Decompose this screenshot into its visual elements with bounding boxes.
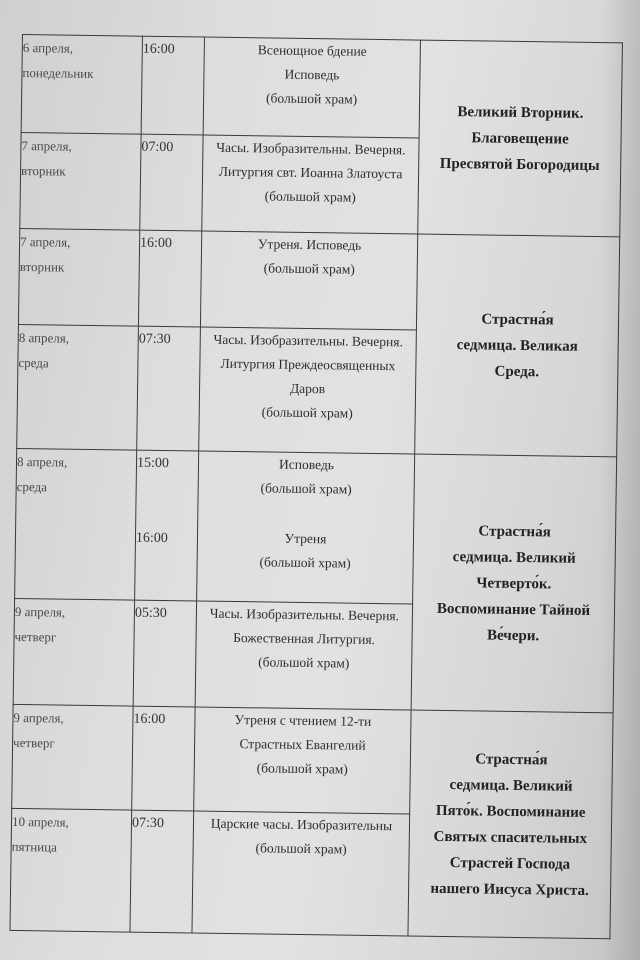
feast-cell: Великий Вторник. Благовещение Пресвятой Богородицы xyxy=(418,40,623,237)
service-cell: Утреня. Исповедь (большой храм) xyxy=(200,231,417,330)
table-row xyxy=(18,228,619,332)
table-row xyxy=(12,704,613,816)
service-schedule-table xyxy=(9,34,622,939)
service-cell: Часы. Изобразительны. Вечерня. Божественная Литургия. (большой храм) xyxy=(195,601,412,710)
service-cell: Исповедь (большой храм) Утреня (большой храм) xyxy=(197,451,415,604)
date-cell: 9 апреля, четверг xyxy=(12,704,133,810)
service-cell: Царские часы. Изобразительны (большой храм) xyxy=(192,811,410,936)
time-cell: 07:30 xyxy=(137,326,201,451)
date-cell: 9 апреля, четверг xyxy=(13,598,134,706)
date-cell: 8 апреля, среда xyxy=(15,448,137,600)
time-cell: 16:00 xyxy=(138,230,201,327)
date-cell: 7 апреля, вторник xyxy=(20,132,141,230)
service-cell: Утреня с чтением 12-ти Страстных Евангелий (большой храм) xyxy=(194,707,411,814)
feast-cell: Страстна́я седмица. Великий Пято́к. Воспоминание Святых спасительных Страстей Господа нашего Иисуса Христа. xyxy=(408,710,613,939)
table-row xyxy=(21,35,622,141)
time-cell: 07:00 xyxy=(140,134,203,231)
date-cell: 8 апреля, среда xyxy=(17,324,139,450)
time-cell: 15:00 16:00 xyxy=(135,450,199,601)
service-cell: Всенощное бдение Исповедь (большой храм) xyxy=(203,37,420,138)
time-cell: 07:30 xyxy=(130,810,194,933)
time-cell: 05:30 xyxy=(133,600,196,707)
date-cell: 7 апреля, вторник xyxy=(18,228,139,326)
date-cell: 6 апреля, понедельник xyxy=(21,35,142,135)
feast-cell: Страстна́я седмица. Великий Четверто́к. Воспоминание Тайной Ве́чери. xyxy=(411,454,617,713)
table-row xyxy=(15,448,617,606)
service-cell: Часы. Изобразительны. Вечерня. Литургия свт. Иоанна Златоуста (большой храм) xyxy=(202,135,419,234)
feast-cell: Страстна́я седмица. Великая Среда. xyxy=(415,234,620,457)
time-cell: 16:00 xyxy=(141,36,204,135)
date-cell: 10 апреля, пятница xyxy=(10,808,132,932)
service-cell: Часы. Изобразительны. Вечерня. Литургия Преждеосвященных Даров (большой храм) xyxy=(199,327,417,454)
time-cell: 16:00 xyxy=(132,706,195,811)
